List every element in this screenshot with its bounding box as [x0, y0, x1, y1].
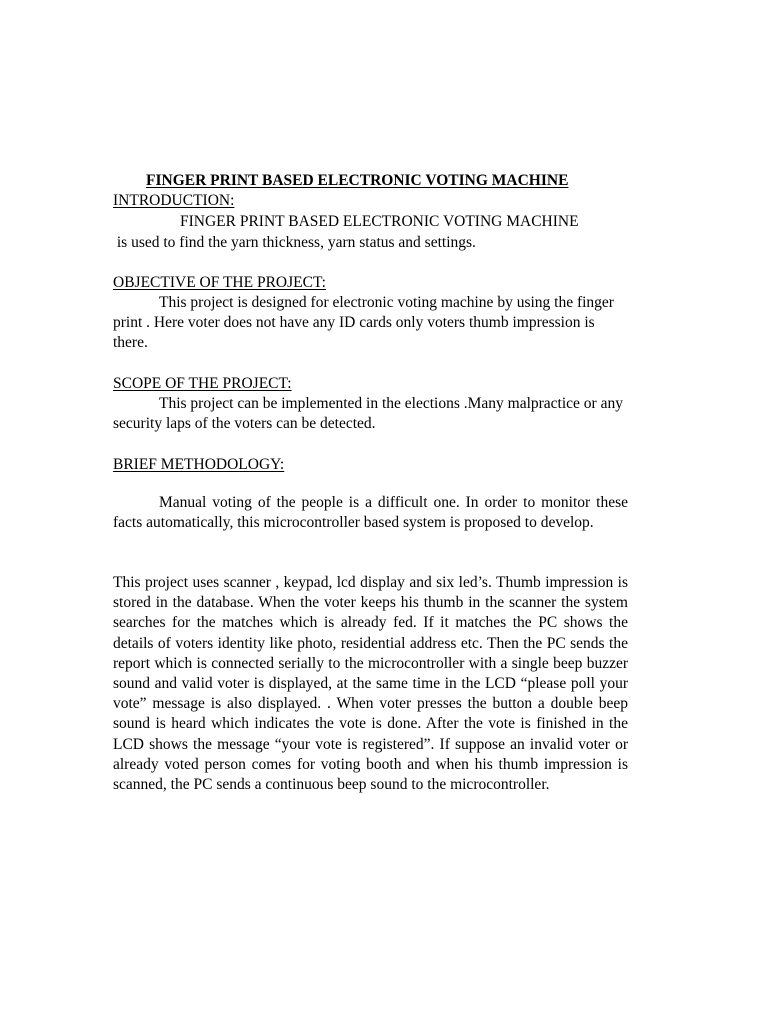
methodology-paragraph-1: Manual voting of the people is a difficult one. In order to monitor these facts automatically, this microcontroller based system is proposed to develop. — [113, 494, 628, 532]
methodology-paragraph-2: This project uses scanner , keypad, lcd display and six led’s. Thumb impression is stored in the database. When the voter keeps his thumb in the scanner the system searches for the matches which is already fed. If it matches the PC shows the details of voters identity like photo, residential address etc. Then the PC sends the report which is connected serially to the microcontroller with a single beep buzzer sound and valid voter is displayed, at the same time in the LCD “please poll your vote” message is also displayed. . When voter presses the button a double beep sound is heard which indicates the vote is done. After the vote is finished in the LCD shows the message “your vote is registered”. If suppose an invalid voter or already voted person comes for voting booth and when his thumb impression is scanned, the PC sends a continuous beep sound to the microcontroller. — [113, 574, 628, 794]
objective-heading: OBJECTIVE OF THE PROJECT: — [113, 274, 326, 291]
objective-paragraph: This project is designed for electronic voting machine by using the finger print . Here voter does not have any ID cards only voters thumb impression is there. — [113, 294, 614, 352]
document-title: FINGER PRINT BASED ELECTRONIC VOTING MACHINE — [146, 172, 569, 189]
scope-paragraph: This project can be implemented in the elections .Many malpractice or any security laps of the voters can be detected. — [113, 395, 623, 433]
methodology-heading: BRIEF METHODOLOGY: — [113, 456, 285, 473]
introduction-heading: INTRODUCTION: — [113, 192, 235, 209]
scope-heading: SCOPE OF THE PROJECT: — [113, 375, 292, 392]
introduction-line-1: FINGER PRINT BASED ELECTRONIC VOTING MACHINE — [180, 213, 579, 230]
introduction-line-2: is used to find the yarn thickness, yarn status and settings. — [113, 234, 476, 251]
